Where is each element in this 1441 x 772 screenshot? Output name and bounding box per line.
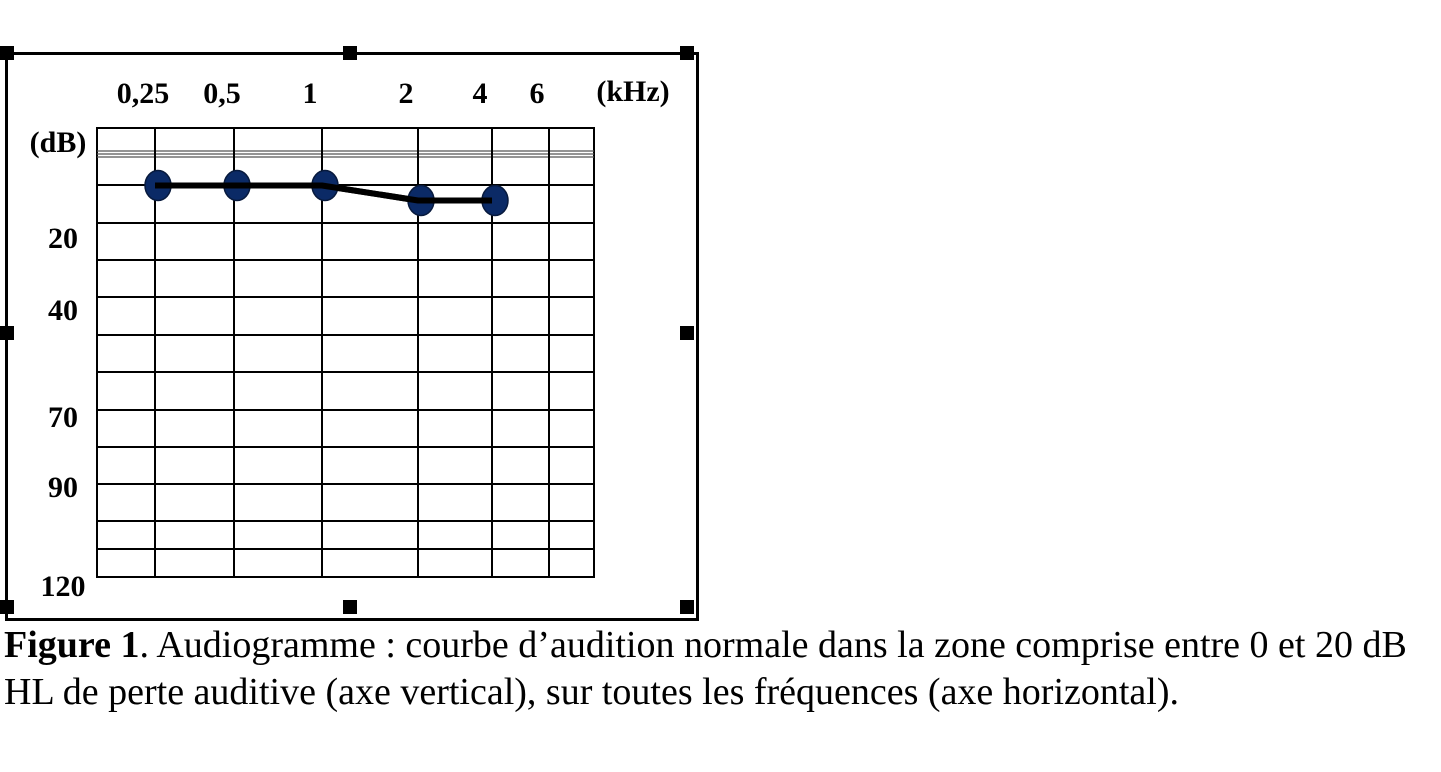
grid-layer xyxy=(97,128,594,577)
plot-border xyxy=(97,128,594,577)
y-unit-label: (dB) xyxy=(29,126,87,159)
y-tick-label: 70 xyxy=(48,401,78,434)
figure-caption xyxy=(4,622,1424,716)
y-tick-label: 40 xyxy=(48,294,78,327)
x-tick-label: 1 xyxy=(302,77,318,110)
series-layer xyxy=(145,171,508,216)
y-tick-label: 90 xyxy=(48,471,78,504)
x-tick-label: 4 xyxy=(472,77,488,110)
x-tick-label: 6 xyxy=(529,77,545,110)
y-tick-label: 120 xyxy=(40,570,86,603)
x-tick-label: 0,5 xyxy=(203,77,241,110)
x-tick-label: 2 xyxy=(398,77,414,110)
caption-text: . Audiogramme : courbe d’audition normale dans la zone comprise entre 0 et 20 dB HL de perte auditive (axe vertical), sur toutes les fréquences (axe horizontal). xyxy=(4,624,1407,713)
x-unit-label: (kHz) xyxy=(596,75,670,108)
x-tick-label: 0,25 xyxy=(116,77,170,110)
y-tick-label: 20 xyxy=(48,222,78,255)
figure-label: Figure 1 xyxy=(4,624,140,666)
